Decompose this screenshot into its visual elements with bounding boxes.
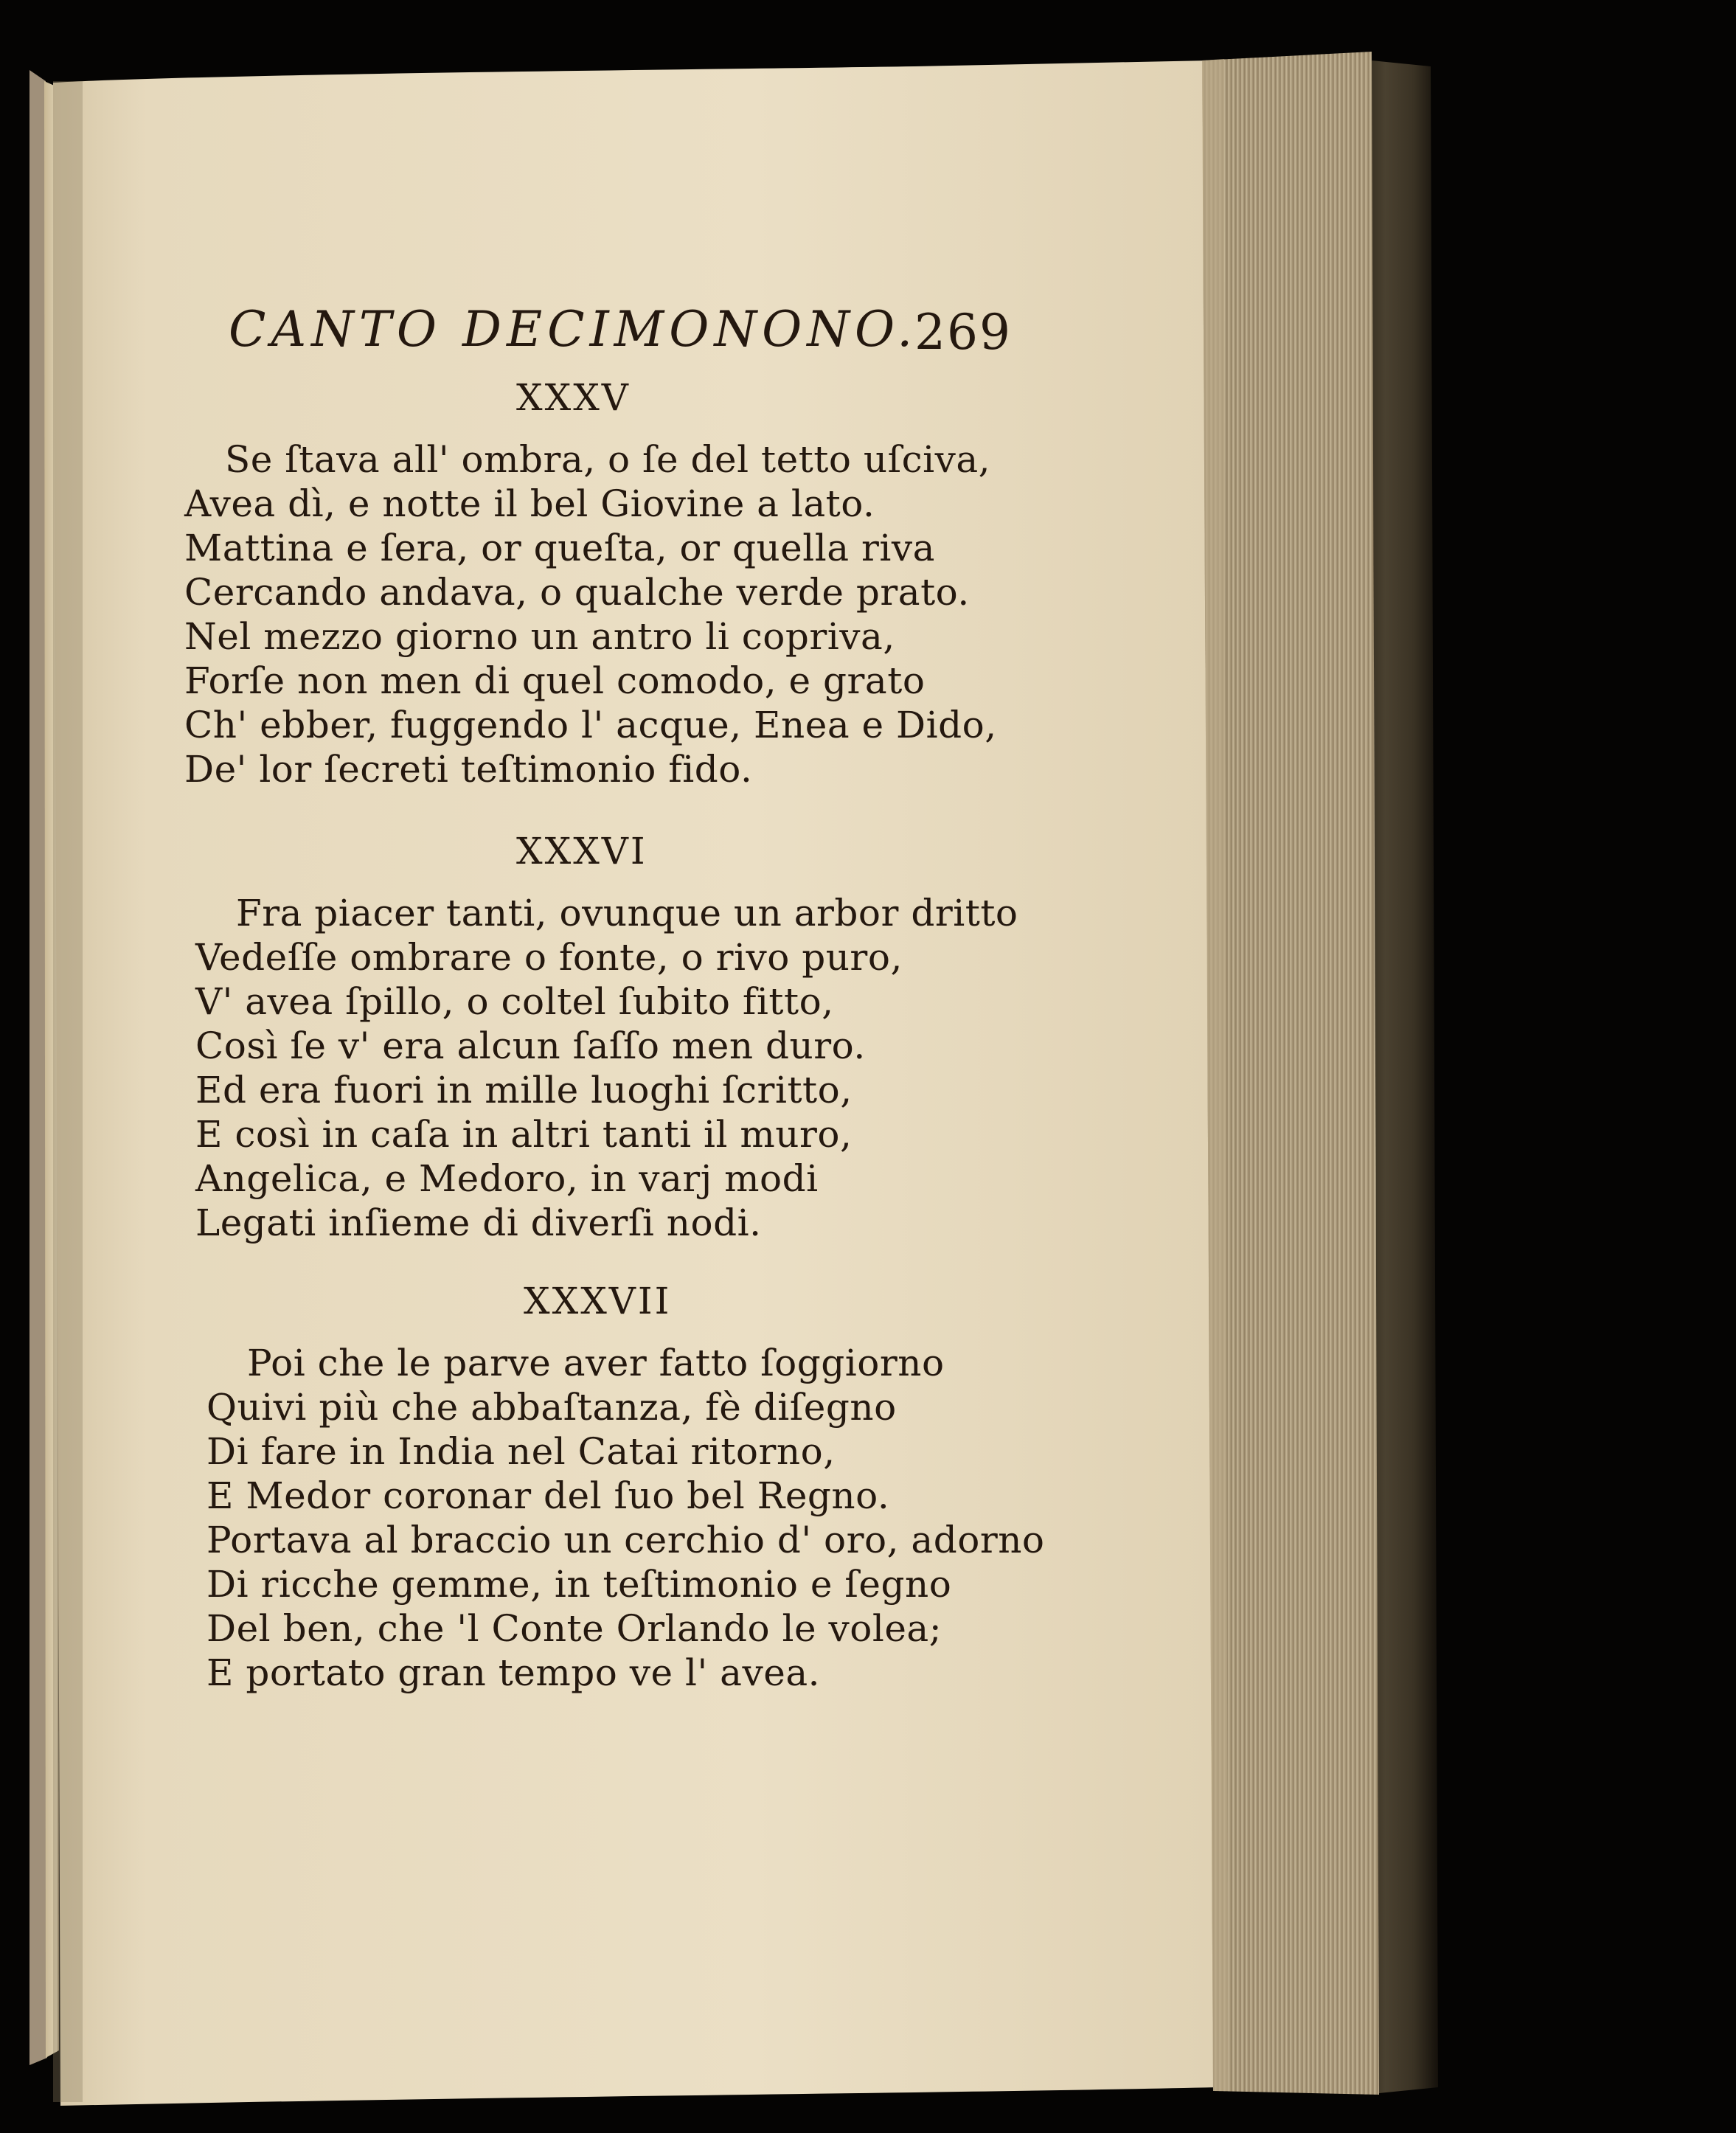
- verse-line: Portava al braccio un cerchio d' oro, adorno: [206, 1519, 1045, 1561]
- stanza-numeral: XXXV: [516, 376, 631, 419]
- verse-line: Di ricche gemme, in teſtimonio e ſegno: [206, 1563, 952, 1606]
- verse-line: E portato gran tempo ve l' avea.: [206, 1651, 821, 1694]
- running-head: [229, 301, 1012, 361]
- verse-line: Ch' ebber, fuggendo l' acque, Enea e Dido,: [184, 704, 997, 746]
- verse-line: Angelica, e Medoro, in varj modi: [195, 1157, 819, 1200]
- verse-line: Se ſtava all' ombra, o ſe del tetto uſciva,: [225, 438, 991, 481]
- stanza-numeral: XXXVII: [524, 1280, 672, 1322]
- page-number: 269: [914, 304, 1012, 361]
- verse-line: Forſe non men di quel comodo, e grato: [184, 659, 926, 702]
- verse-line: Di fare in India nel Catai ritorno,: [206, 1430, 836, 1473]
- verse-line: Fra piacer tanti, ovunque un arbor dritto: [236, 892, 1018, 934]
- verse-line: Mattina e ſera, or queſta, or quella riva: [184, 527, 935, 569]
- verse-line: V' avea ſpillo, o coltel ſubito fitto,: [195, 980, 834, 1023]
- verse-line: Avea dì, e notte il bel Giovine a lato.: [184, 482, 875, 525]
- verse-line: Ed era fuori in mille luoghi ſcritto,: [195, 1069, 853, 1111]
- stanza-numeral: XXXVI: [516, 830, 647, 873]
- running-head-title: CANTO DECIMONONO.: [229, 301, 918, 358]
- verse-line: E Medor coronar del ſuo bel Regno.: [206, 1474, 890, 1517]
- verse-line: Del ben, che 'l Conte Orlando le volea;: [206, 1607, 942, 1650]
- verse-line: Così ſe v' era alcun ſaſſo men duro.: [195, 1024, 866, 1067]
- verse-line: De' lor ſecreti teſtimonio fido.: [184, 748, 753, 791]
- verse-line: Nel mezzo giorno un antro li copriva,: [184, 615, 895, 658]
- verse-line: Legati inſieme di diverſi nodi.: [195, 1201, 762, 1244]
- verse-line: Poi che le parve aver fatto ſoggiorno: [247, 1342, 945, 1384]
- verse-line: Vedeſſe ombrare o fonte, o rivo puro,: [195, 936, 903, 979]
- verse-line: E così in caſa in altri tanti il muro,: [195, 1113, 853, 1156]
- verse-line: Cercando andava, o qualche verde prato.: [184, 571, 970, 614]
- verse-line: Quivi più che abbaſtanza, fè diſegno: [206, 1386, 897, 1429]
